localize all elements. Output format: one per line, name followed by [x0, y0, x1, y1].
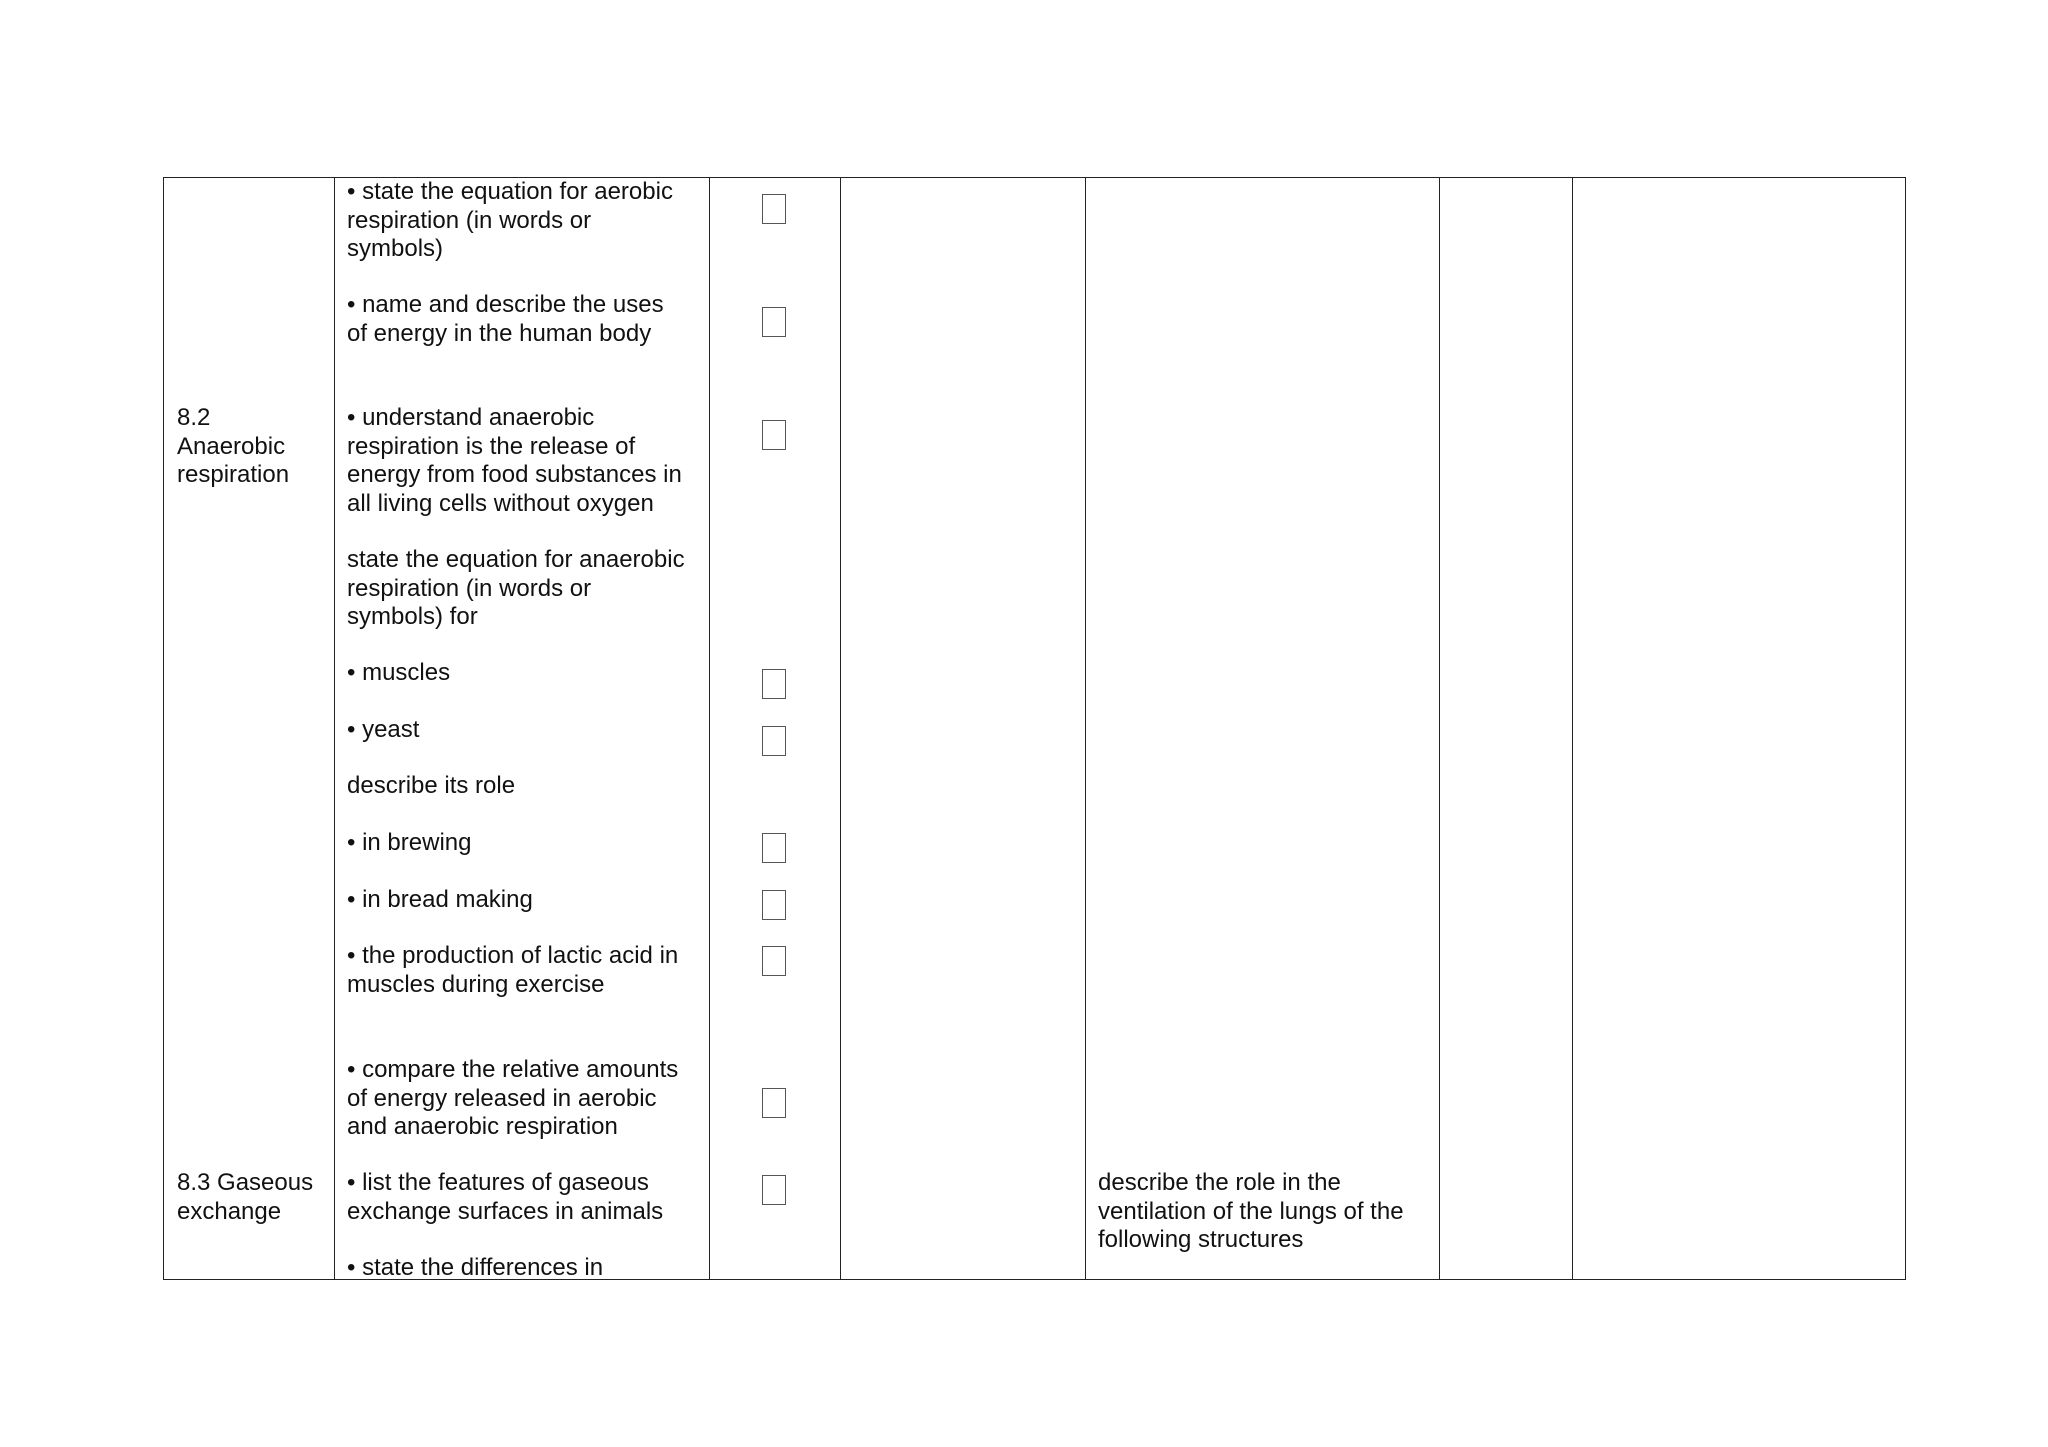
objective-item: • state the equation for aerobic respiration (in words or symbols)	[347, 178, 673, 262]
objective-checkbox[interactable]	[762, 1175, 786, 1205]
topic-gaseous-exchange: 8.3 Gaseous exchange	[177, 1169, 314, 1225]
column-divider	[1439, 177, 1440, 1280]
column-divider	[709, 177, 710, 1280]
objective-checkbox[interactable]	[762, 890, 786, 920]
objective-item: • name and describe the uses of energy in the human body	[347, 291, 664, 347]
objective-item: describe its role	[347, 772, 516, 799]
objective-item: • list the features of gaseous exchange surfaces in animals	[347, 1169, 664, 1225]
objective-checkbox[interactable]	[762, 833, 786, 863]
objective-checkbox[interactable]	[762, 307, 786, 337]
objective-checkbox[interactable]	[762, 420, 786, 450]
objective-item: • yeast	[347, 716, 420, 743]
column-divider	[334, 177, 335, 1280]
objective-item: • compare the relative amounts of energy released in aerobic and anaerobic respiration	[347, 1056, 679, 1140]
objective-item: • state the differences in	[347, 1254, 604, 1281]
column-divider	[840, 177, 841, 1280]
column-divider	[1572, 177, 1573, 1280]
objective-checkbox[interactable]	[762, 194, 786, 224]
topic-anaerobic-respiration: 8.2 Anaerobic respiration	[177, 404, 290, 488]
objective-item: • in brewing	[347, 829, 472, 856]
column-divider	[1085, 177, 1086, 1280]
objective-item: • understand anaerobic respiration is the release of energy from food substances in all living cells without oxygen	[347, 404, 682, 517]
objective-item: state the equation for anaerobic respiration (in words or symbols) for	[347, 546, 685, 630]
objective-checkbox[interactable]	[762, 946, 786, 976]
objective-checkbox[interactable]	[762, 1088, 786, 1118]
objective-item: • the production of lactic acid in muscles during exercise	[347, 942, 679, 998]
objective-checkbox[interactable]	[762, 669, 786, 699]
objective-item: • in bread making	[347, 886, 533, 913]
objective-checkbox[interactable]	[762, 726, 786, 756]
extension-objective: describe the role in the ventilation of the lungs of the following structures	[1098, 1169, 1404, 1253]
objective-item: • muscles	[347, 659, 451, 686]
